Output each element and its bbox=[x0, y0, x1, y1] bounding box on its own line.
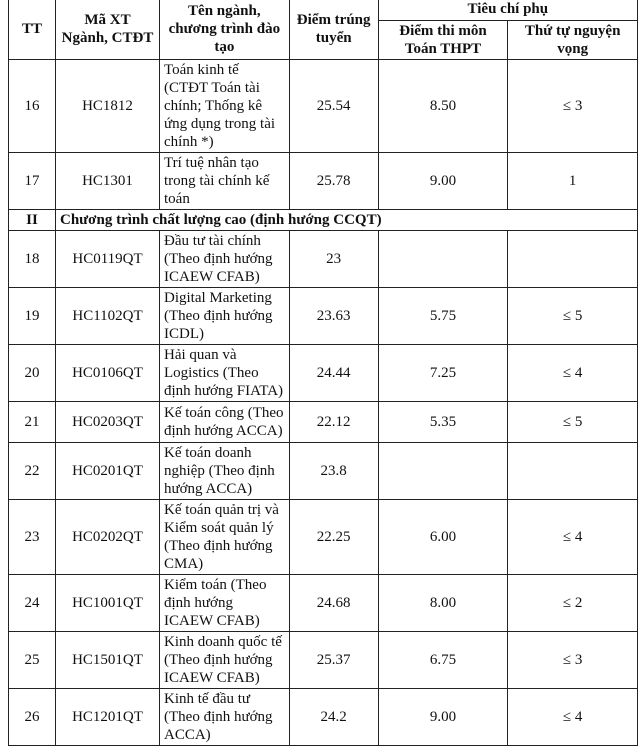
section-title: Chương trình chất lượng cao (định hướng CCQT) bbox=[56, 210, 638, 231]
cell-math: 9.00 bbox=[378, 689, 508, 746]
cell-math: 5.35 bbox=[378, 402, 508, 443]
cell-name: Kế toán doanh nghiệp (Theo định hướng ACCA) bbox=[160, 443, 290, 500]
cell-score: 25.37 bbox=[289, 632, 378, 689]
header-score: Điểm trúng tuyển bbox=[289, 0, 378, 60]
cell-code: HC0119QT bbox=[56, 231, 160, 288]
header-order: Thứ tự nguyện vọng bbox=[508, 21, 638, 60]
cell-score: 22.12 bbox=[289, 402, 378, 443]
cell-math: 8.00 bbox=[378, 575, 508, 632]
cell-name: Digital Marketing (Theo định hướng ICDL) bbox=[160, 288, 290, 345]
cell-code: HC0202QT bbox=[56, 500, 160, 575]
cell-tt: 24 bbox=[9, 575, 56, 632]
table-row bbox=[9, 231, 638, 288]
cell-code: HC1201QT bbox=[56, 689, 160, 746]
table-row bbox=[9, 60, 638, 153]
cell-name: Kế toán công (Theo định hướng ACCA) bbox=[160, 402, 290, 443]
cell-name: Kế toán quản trị và Kiểm soát quản lý (Theo định hướng CMA) bbox=[160, 500, 290, 575]
table-body bbox=[9, 60, 638, 231]
cell-order: ≤ 4 bbox=[508, 500, 638, 575]
cell-code: HC1001QT bbox=[56, 575, 160, 632]
cell-math: 7.25 bbox=[378, 345, 508, 402]
cell-order: ≤ 4 bbox=[508, 345, 638, 402]
cell-code: HC1102QT bbox=[56, 288, 160, 345]
header-name: Tên ngành, chương trình đào tạo bbox=[160, 0, 290, 60]
cell-math: 6.75 bbox=[378, 632, 508, 689]
cell-tt: 16 bbox=[9, 60, 56, 153]
cell-name: Toán kinh tế (CTĐT Toán tài chính; Thống kê ứng dụng trong tài chính *) bbox=[160, 60, 290, 153]
cell-name: Đầu tư tài chính (Theo định hướng ICAEW CFAB) bbox=[160, 231, 290, 288]
cell-math: 5.75 bbox=[378, 288, 508, 345]
cell-order bbox=[508, 443, 638, 500]
table-row bbox=[9, 575, 638, 632]
table-row bbox=[9, 632, 638, 689]
header-code: Mã XT Ngành, CTĐT bbox=[56, 0, 160, 60]
cell-tt: 21 bbox=[9, 402, 56, 443]
cell-math: 6.00 bbox=[378, 500, 508, 575]
cell-tt: 22 bbox=[9, 443, 56, 500]
header-tt: TT bbox=[9, 0, 56, 60]
table-row bbox=[9, 345, 638, 402]
cell-score: 24.68 bbox=[289, 575, 378, 632]
table-header bbox=[9, 0, 638, 60]
header-math: Điểm thi môn Toán THPT bbox=[378, 21, 508, 60]
cell-score: 23 bbox=[289, 231, 378, 288]
cell-score: 24.2 bbox=[289, 689, 378, 746]
table-row bbox=[9, 500, 638, 575]
cell-math bbox=[378, 231, 508, 288]
cell-order: ≤ 3 bbox=[508, 632, 638, 689]
cell-code: HC1501QT bbox=[56, 632, 160, 689]
cell-math bbox=[378, 443, 508, 500]
header-sub-criteria: Tiêu chí phụ bbox=[378, 0, 637, 21]
cell-score: 23.8 bbox=[289, 443, 378, 500]
cell-score: 25.54 bbox=[289, 60, 378, 153]
cell-code: HC1812 bbox=[56, 60, 160, 153]
admission-score-table bbox=[8, 0, 638, 746]
cell-code: HC0201QT bbox=[56, 443, 160, 500]
cell-math: 8.50 bbox=[378, 60, 508, 153]
table-row bbox=[9, 443, 638, 500]
cell-score: 23.63 bbox=[289, 288, 378, 345]
cell-tt: 17 bbox=[9, 153, 56, 210]
cell-order: 1 bbox=[508, 153, 638, 210]
cell-order: ≤ 3 bbox=[508, 60, 638, 153]
table-row bbox=[9, 402, 638, 443]
cell-name: Kinh tế đầu tư (Theo định hướng ACCA) bbox=[160, 689, 290, 746]
cell-score: 25.78 bbox=[289, 153, 378, 210]
cell-order bbox=[508, 231, 638, 288]
cell-score: 24.44 bbox=[289, 345, 378, 402]
cell-name: Kinh doanh quốc tế (Theo định hướng ICAEW CFAB) bbox=[160, 632, 290, 689]
section-row bbox=[9, 210, 638, 231]
cell-code: HC0106QT bbox=[56, 345, 160, 402]
cell-math: 9.00 bbox=[378, 153, 508, 210]
cell-order: ≤ 2 bbox=[508, 575, 638, 632]
table-row bbox=[9, 153, 638, 210]
cell-order: ≤ 5 bbox=[508, 402, 638, 443]
table-row bbox=[9, 689, 638, 746]
cell-code: HC0203QT bbox=[56, 402, 160, 443]
section-number: II bbox=[9, 210, 56, 231]
cell-name: Trí tuệ nhân tạo trong tài chính kế toán bbox=[160, 153, 290, 210]
cell-order: ≤ 4 bbox=[508, 689, 638, 746]
cell-tt: 18 bbox=[9, 231, 56, 288]
cell-name: Kiểm toán (Theo định hướng ICAEW CFAB) bbox=[160, 575, 290, 632]
cell-tt: 26 bbox=[9, 689, 56, 746]
table-row bbox=[9, 288, 638, 345]
cell-code: HC1301 bbox=[56, 153, 160, 210]
cell-score: 22.25 bbox=[289, 500, 378, 575]
program-rows bbox=[9, 231, 638, 746]
cell-tt: 20 bbox=[9, 345, 56, 402]
cell-tt: 25 bbox=[9, 632, 56, 689]
cell-name: Hải quan và Logistics (Theo định hướng FIATA) bbox=[160, 345, 290, 402]
cell-order: ≤ 5 bbox=[508, 288, 638, 345]
cell-tt: 23 bbox=[9, 500, 56, 575]
cell-tt: 19 bbox=[9, 288, 56, 345]
